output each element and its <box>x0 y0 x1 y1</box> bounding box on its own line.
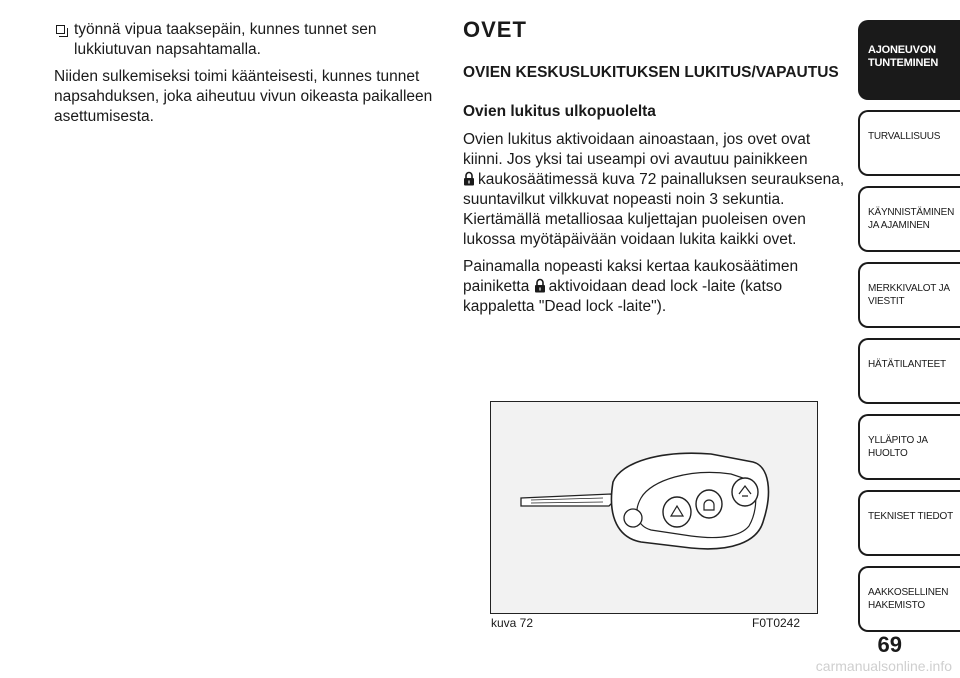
paragraph-1a: Ovien lukitus aktivoidaan ainoastaan, jos ovet ovat kiinni. Jos yksi tai useampi ovi avautuu painikkeen <box>463 131 811 168</box>
car-key-remote-illustration <box>491 402 817 613</box>
minor-title: Ovien lukitus ulkopuolelta <box>463 103 656 120</box>
key-remote-figure <box>490 401 818 614</box>
tab-label: AAKKOSELLINEN <box>868 587 949 598</box>
chapter-tabs <box>858 20 960 642</box>
tab-tekniset[interactable] <box>858 490 960 556</box>
tab-label: HÄTÄTILANTEET <box>868 359 946 370</box>
watermark: carmanualsonline.info <box>815 658 952 674</box>
page-number: 69 <box>877 632 902 657</box>
tab-label: TEKNISET TIEDOT <box>868 511 953 522</box>
checkbox-bullet-icon <box>56 25 65 34</box>
tab-kaynnistaminen[interactable] <box>858 186 960 252</box>
tab-label: JA AJAMINEN <box>868 220 930 231</box>
bullet-item <box>54 20 444 60</box>
tab-label: HAKEMISTO <box>868 600 925 611</box>
bullet-text: työnnä vipua taaksepäin, kunnes tunnet sen lukkiutuvan napsahtamalla. <box>74 21 377 58</box>
lock-icon <box>463 171 475 186</box>
tab-label: AJONEUVON <box>868 44 936 56</box>
tab-label: TURVALLISUUS <box>868 131 941 142</box>
tab-turvallisuus[interactable] <box>858 110 960 176</box>
tab-yllapito[interactable] <box>858 414 960 480</box>
paragraph-deadlock <box>463 257 848 317</box>
subsection-title: OVIEN KESKUSLUKITUKSEN LUKITUS/VAPAUTUS <box>463 64 839 81</box>
tab-hatatilanteet[interactable] <box>858 338 960 404</box>
tab-ajoneuvon-tunteminen[interactable] <box>858 20 960 100</box>
tab-label: MERKKIVALOT JA <box>868 283 950 294</box>
paragraph-2a: Painamalla nopeasti kaksi kertaa kaukosäätimen painiketta <box>463 258 799 295</box>
tab-label: YLLÄPITO JA HUOLTO <box>868 435 928 459</box>
paragraph-lock-activation <box>463 130 848 250</box>
section-title: OVET <box>463 17 527 42</box>
paragraph-2b: aktivoidaan dead lock -laite (katso kappaletta "Dead lock -laite"). <box>463 278 783 315</box>
tab-label: TUNTEMINEN <box>868 57 939 69</box>
tab-merkkivalot[interactable] <box>858 262 960 328</box>
paragraph-1b: kaukosäätimessä kuva 72 painalluksen seurauksena, suuntavilkut vilkkuvat nopeasti noin 3 sekuntia. Kiertämällä metalliosaa kuljettajan puoleisen oven lukossa myötäpäivään voidaan lukita kaikki ovet. <box>463 171 845 248</box>
left-column <box>54 20 444 134</box>
tab-label: VIESTIT <box>868 296 905 307</box>
figure-code: F0T0242 <box>752 616 801 630</box>
tab-label: KÄYNNISTÄMINEN <box>868 207 955 218</box>
tab-hakemisto[interactable] <box>858 566 960 632</box>
right-column <box>463 17 848 324</box>
lock-icon <box>534 278 546 293</box>
figure-caption: kuva 72 <box>491 616 534 630</box>
left-paragraph: Niiden sulkemiseksi toimi käänteisesti, kunnes tunnet napsahduksen, joka aiheutuu vivun oikeasta paikalleen asettumisesta. <box>54 68 433 125</box>
